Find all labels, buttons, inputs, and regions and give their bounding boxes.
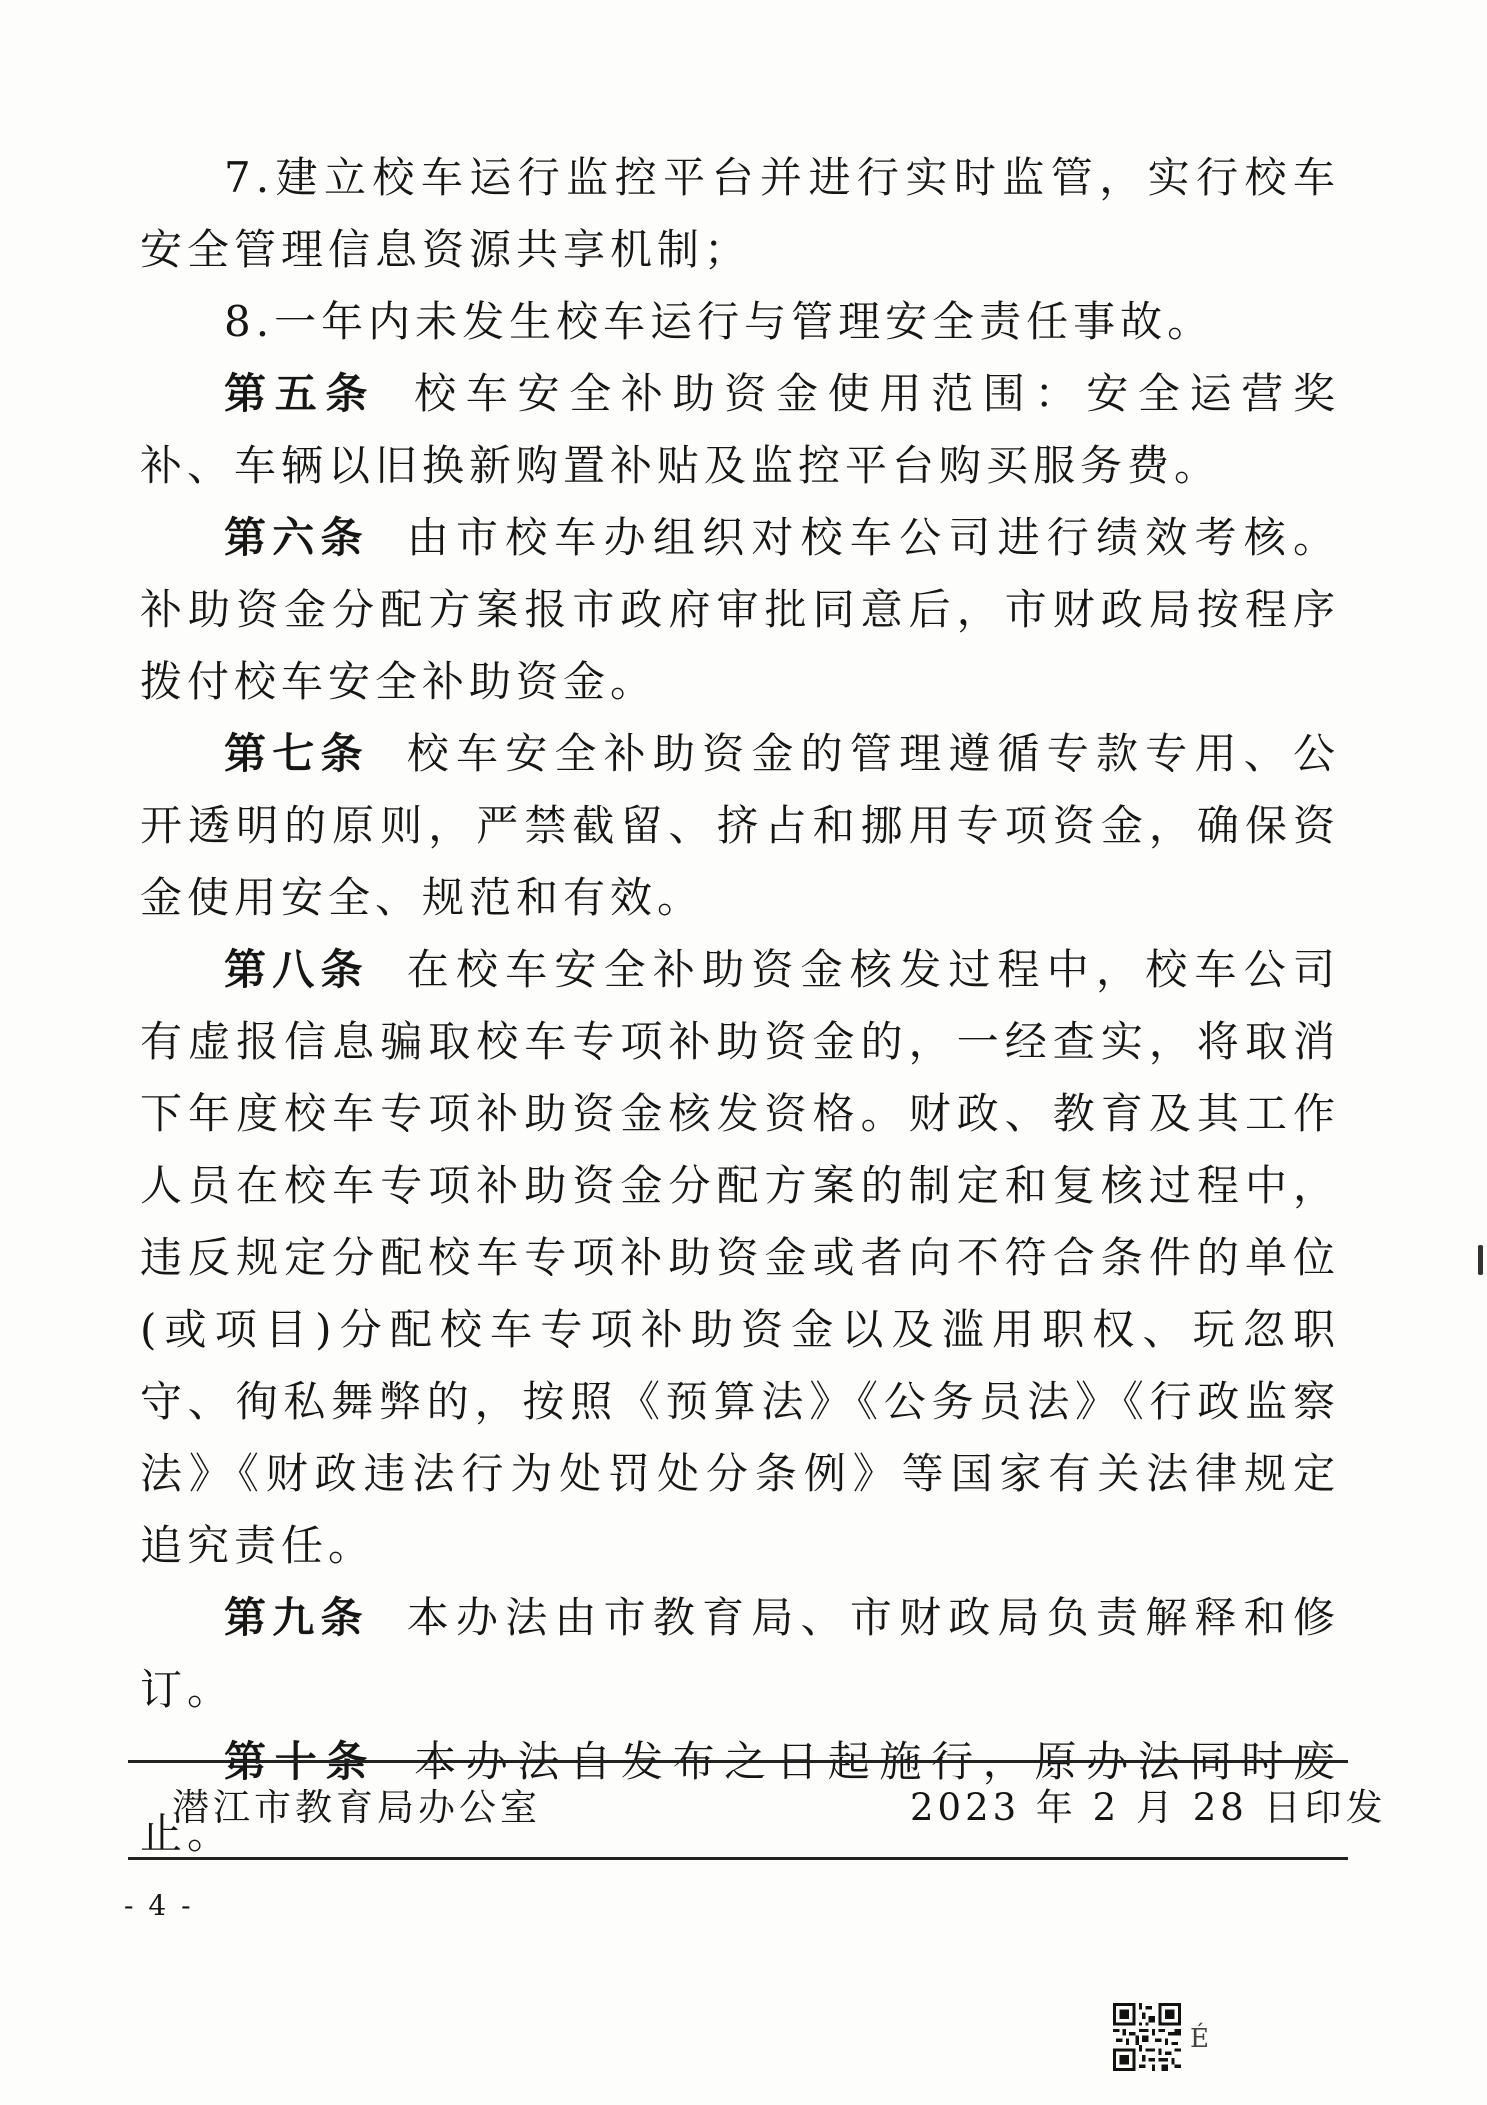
footer-top-rule bbox=[128, 1760, 1348, 1763]
paragraph-text: 校车安全补助资金的管理遵循专款专用、公开透明的原则，严禁截留、挤占和挪用专项资金，确保资金使用安全、规范和有效。 bbox=[140, 729, 1340, 922]
article-5 bbox=[140, 358, 1340, 502]
article-9 bbox=[140, 1582, 1340, 1726]
article-heading: 第八条 bbox=[224, 945, 369, 994]
issuing-office: 潜江市教育局办公室 bbox=[172, 1786, 541, 1829]
article-heading: 第九条 bbox=[224, 1593, 369, 1642]
paragraph-text: 在校车安全补助资金核发过程中，校车公司有虚报信息骗取校车专项补助资金的，一经查实，将取消下年度校车专项补助资金核发资格。财政、教育及其工作人员在校车专项补助资金分配方案的制定和复核过程中，违反规定分配校车专项补助资金或者向不符合条件的单位(或项目)分配校车专项补助资金以及滥用职权、玩忽职守、徇私舞弊的，按照《预算法》《公务员法》《行政监察法》《财政违法行为处罚处分条例》等国家有关法律规定追究责任。 bbox=[140, 945, 1340, 1570]
article-heading: 第十条 bbox=[224, 1737, 377, 1786]
article-heading: 第七条 bbox=[224, 729, 369, 778]
article-7 bbox=[140, 718, 1340, 934]
article-heading: 第六条 bbox=[224, 513, 369, 562]
footer-bottom-rule bbox=[128, 1857, 1348, 1860]
page-number: - 4 - bbox=[124, 1889, 194, 1922]
article-6 bbox=[140, 502, 1340, 718]
scan-artifact bbox=[1478, 1245, 1483, 1275]
paragraph-text: 7.建立校车运行监控平台并进行实时监管，实行校车安全管理信息资源共享机制； bbox=[140, 153, 1340, 274]
paragraph-text: 8.一年内未发生校车运行与管理安全责任事故。 bbox=[224, 297, 1215, 346]
issue-date: 2023 年 2 月 28 日印发 bbox=[910, 1786, 1387, 1829]
qr-code-icon bbox=[1113, 2003, 1181, 2071]
article-heading: 第五条 bbox=[224, 369, 377, 418]
qr-mark: É bbox=[1190, 2024, 1209, 2054]
document-body bbox=[140, 142, 1340, 1870]
paragraph-text: 校车安全补助资金使用范围：安全运营奖补、车辆以旧换新购置补贴及监控平台购买服务费。 bbox=[140, 369, 1340, 490]
list-item-7 bbox=[140, 142, 1340, 286]
paragraph-text: 本办法由市教育局、市财政局负责解释和修订。 bbox=[140, 1593, 1340, 1714]
paragraph-text: 本办法自发布之日起施行，原办法同时废止。 bbox=[140, 1737, 1340, 1858]
paragraph-text: 由市校车办组织对校车公司进行绩效考核。补助资金分配方案报市政府审批同意后，市财政局按程序拨付校车安全补助资金。 bbox=[140, 513, 1340, 706]
article-8 bbox=[140, 934, 1340, 1582]
list-item-8 bbox=[140, 286, 1340, 358]
